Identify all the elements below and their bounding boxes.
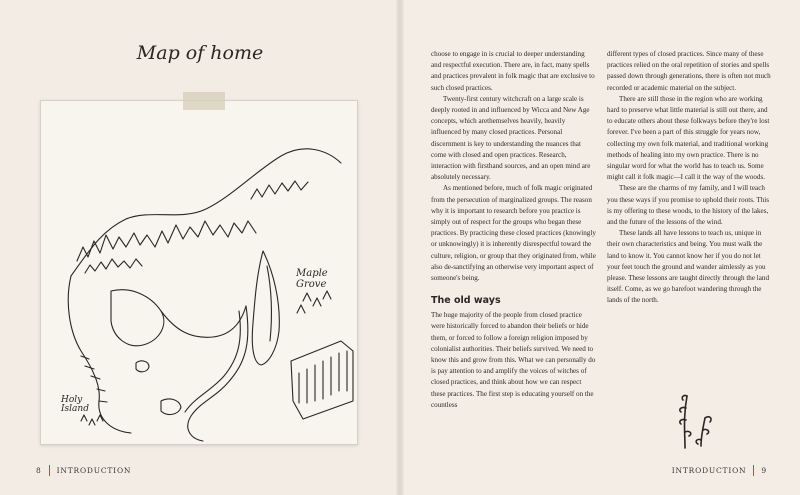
paragraph: As mentioned before, much of folk magic originated from the persecution of marginalized groups. The reason why it is important to research before you practice is simply out of respect for the groups who began these practices. By practicing these closed practices (knowingly or unknowingly) it is inherently disrespectful toward the culture, religion, or group that they originated from, while also de-sanctifying an otherwise very important aspect of someone's being. bbox=[431, 184, 596, 283]
paragraph: The huge majority of the people from closed practice were historically forced to abandon their beliefs or hide them, or forced to follow a foreign religion imposed by colonialist authorities. Their beliefs survived. We need to know this and grow from this. What we can personally do is pay attention to and amplify the voices of witches of closed practices, and think about how we can respect these practices. The first step is educating yourself on the countless bbox=[431, 311, 596, 409]
running-head: INTRODUCTION bbox=[671, 466, 747, 475]
paragraph: choose to engage in is crucial to deeper understanding and respectful execution. There are, in fact, many spells and practices prevalent in folk magic that are exclusive to such closed practices. bbox=[431, 50, 595, 92]
folio-left bbox=[36, 465, 131, 476]
botanical-sprig-icon bbox=[671, 388, 721, 450]
paragraph: These lands all have lessons to teach us, unique in their own characteristics and being. You must walk the land to know it. You cannot know her if you do not let your feet touch the ground and wander aimlessly as you please. These lessons are taught directly through the land itself. Come, as we go barefoot wandering through the lands of the north. bbox=[607, 229, 769, 305]
map-label-grove: Grove bbox=[296, 278, 327, 290]
paragraph: Twenty-first century witchcraft on a large scale is deeply rooted in and influenced by Wicca and New Age concepts, which arethemselves heavily, heavily influenced by many closed practices. Personal discernment is key to understanding the nuances that come with closed and open practices. Research, interaction with firsthand sources, and an open mind are absolutely necessary. bbox=[431, 94, 591, 182]
paragraph: different types of closed practices. Since many of these practices relied on the oral repetition of stories and spells passed down through generations, there is often not much recorded or academic material on the subject. bbox=[607, 50, 771, 92]
tape-strip bbox=[183, 92, 225, 110]
page-title: Map of home bbox=[136, 42, 264, 64]
text-column-2 bbox=[607, 49, 772, 307]
folio-right bbox=[672, 465, 767, 476]
map-label-maple: Maple bbox=[296, 268, 328, 279]
section-heading: The old ways bbox=[431, 295, 501, 307]
page-number: 8 bbox=[36, 466, 42, 475]
page-number: 9 bbox=[761, 466, 767, 475]
folio-rule bbox=[753, 465, 754, 476]
paragraph: These are the charms of my family, and I will teach you these ways if you promise to uphold their roots. This is my offering to these woods, to the history of the lakes, and the future of the lessons of the wind. bbox=[607, 184, 770, 227]
folio-rule bbox=[49, 465, 50, 476]
map-label-holy: Holy bbox=[61, 395, 83, 405]
map-label-island: Island bbox=[61, 404, 89, 415]
map-illustration bbox=[40, 100, 358, 445]
text-column-1 bbox=[431, 49, 596, 411]
gutter bbox=[396, 0, 404, 495]
paragraph: There are still those in the region who are working hard to preserve what little material is still out there, and to educate others about these folkways before they're lost forever. I've been a part of this struggle for years now, collecting my own folk material, and traditional working methods of healing into my own practice. There is no singular word for what the world has to teach us. Some might call it folk magic—I call it the way of the woods. bbox=[607, 94, 770, 182]
running-head: INTRODUCTION bbox=[56, 466, 132, 475]
